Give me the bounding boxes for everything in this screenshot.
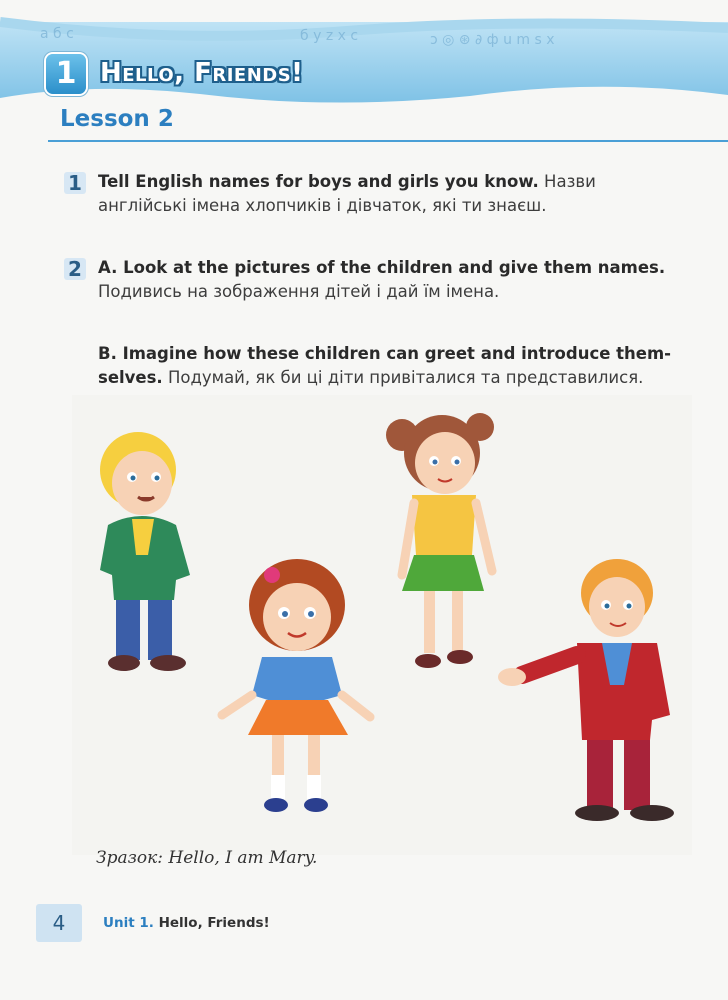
footer-unit-name: Hello, Friends! <box>153 915 270 931</box>
header-banner <box>0 0 728 110</box>
exercise-2a-instruction-uk: Подивись на зображення дітей і дай їм імена. <box>98 282 500 301</box>
exercise-2a-instruction-en: A. Look at the pictures of the children and give them names. <box>98 258 666 277</box>
lesson-divider <box>48 140 728 142</box>
footer-unit-label: Unit 1. <box>103 915 154 931</box>
sample-label: Зразок: <box>96 848 163 868</box>
children-illustration <box>72 395 692 855</box>
exercise-number-2: 2 <box>64 258 86 280</box>
sample-answer <box>96 848 317 868</box>
exercise-2b-instruction-en-line2: selves. <box>98 368 163 387</box>
exercise-1-line-2: англійські імена хлопчиків і дівчаток, які ти знаєш. <box>98 196 547 215</box>
exercise-2a-text <box>98 256 718 304</box>
exercise-1-instruction-en: Tell English names for boys and girls you know. <box>98 172 539 191</box>
exercise-2b-instruction-uk: Подумай, як би ці діти привіталися та представилися. <box>162 368 644 387</box>
unit-header <box>0 0 728 110</box>
exercise-2b-text <box>98 342 718 390</box>
sample-text: Hello, I am Mary. <box>163 848 318 868</box>
unit-title: Hello, Friends! <box>100 58 304 88</box>
exercise-number-1: 1 <box>64 172 86 194</box>
svg-text:б у z x c: б у z x c <box>300 28 359 44</box>
exercise-1-line-1 <box>98 170 718 194</box>
footer-unit-title <box>103 915 270 931</box>
lesson-title: Lesson 2 <box>60 106 174 132</box>
svg-text:a б c: a б c <box>40 26 74 42</box>
exercise-1-instruction-uk: Назви <box>538 172 596 191</box>
exercise-1-text <box>98 170 718 218</box>
page-number: 4 <box>36 904 82 942</box>
svg-text:ɔ ◎ ⊛ ∂ ф u m s x: ɔ ◎ ⊛ ∂ ф u m s x <box>430 32 555 48</box>
unit-number-badge: 1 <box>46 54 86 94</box>
exercise-2b-instruction-en-line1: B. Imagine how these children can greet and introduce them- <box>98 344 672 363</box>
